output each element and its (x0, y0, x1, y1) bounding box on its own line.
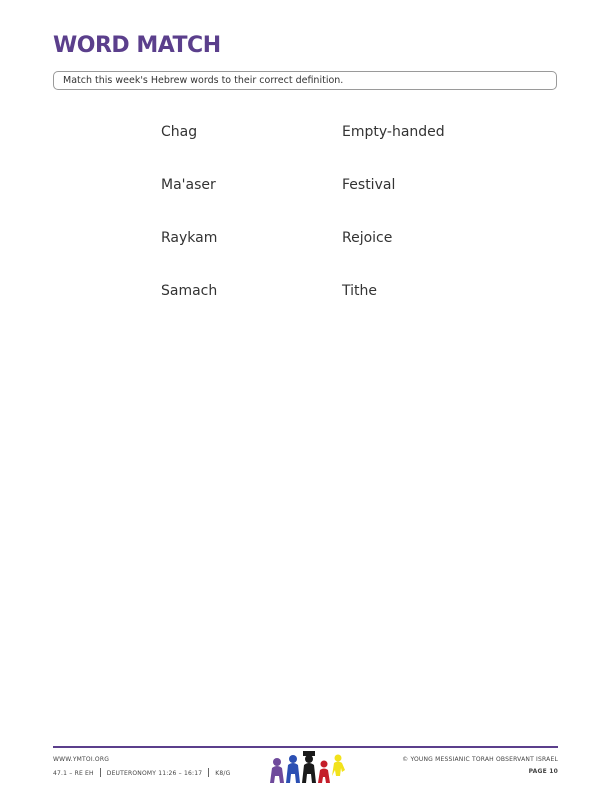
hebrew-word: Samach (161, 283, 218, 299)
footer-grade: K8/G (215, 770, 231, 777)
footer-scripture: DEUTERONOMY 11:26 – 16:17 (106, 770, 203, 777)
footer-website: WWW.YMTOI.ORG (53, 756, 110, 763)
hebrew-word: Chag (161, 124, 198, 140)
definitions-column (342, 124, 445, 336)
footer-page-number: PAGE 10 (528, 768, 558, 775)
definition: Empty-handed (342, 124, 445, 140)
footer-portion: 47.1 – RE EH (53, 770, 94, 777)
instruction-text: Match this week's Hebrew words to their correct definition. (63, 75, 344, 86)
definition: Festival (342, 177, 396, 193)
ymtoi-family-logo-icon (268, 750, 346, 784)
hebrew-word: Raykam (161, 230, 218, 246)
footer-divider (53, 746, 558, 748)
instruction-box (53, 71, 557, 90)
footer-portion-info (53, 768, 231, 777)
hebrew-words-column (161, 124, 217, 336)
definition: Tithe (342, 283, 377, 299)
page-title: WORD MATCH (53, 33, 221, 58)
definition: Rejoice (342, 230, 393, 246)
hebrew-word: Ma'aser (161, 177, 216, 193)
footer-copyright: © YOUNG MESSIANIC TORAH OBSERVANT ISRAEL (402, 756, 558, 763)
